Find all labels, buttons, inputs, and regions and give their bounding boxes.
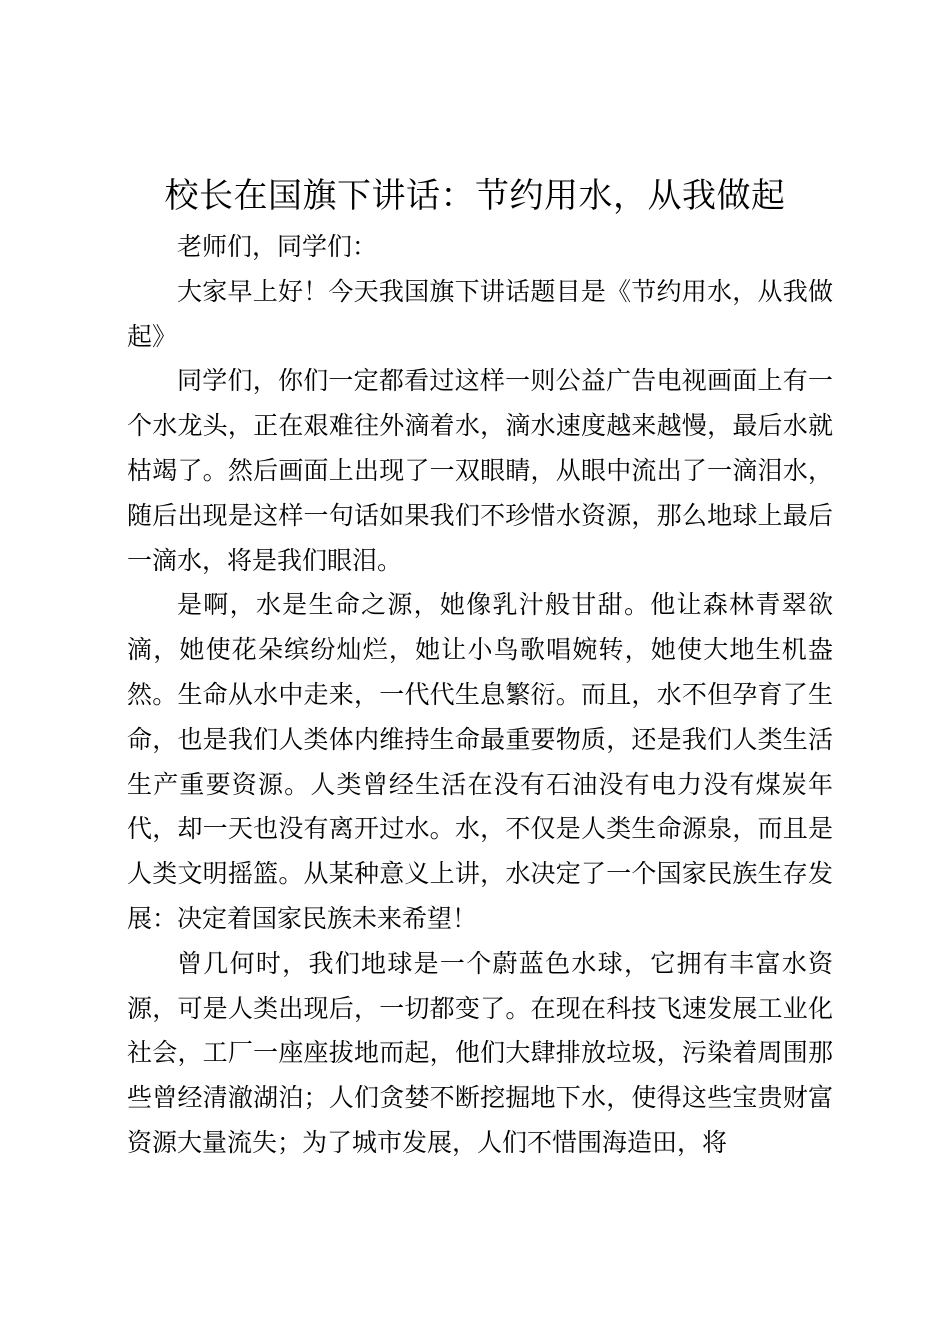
document-title: 校长在国旗下讲话：节约用水，从我做起: [164, 176, 786, 216]
opening-paragraph: 大家早上好！今天我国旗下讲话题目是《节约用水，从我做起》: [127, 276, 833, 351]
body-paragraph: 曾几何时，我们地球是一个蔚蓝色水球，它拥有丰富水资源，可是人类出现后，一切都变了。在现在科技飞速发展工业化社会，工厂一座座拔地而起，他们大肆排放垃圾，污染着周围那些曾经清澈湖泊；人们贪婪不断挖掘地下水，使得这些宝贵财富资源大量流失；为了城市发展，人们不惜围海造田，将: [127, 948, 833, 1157]
greeting-paragraph: 老师们，同学们：: [177, 232, 378, 261]
document-body: [127, 225, 833, 1166]
body-paragraph: 是啊，水是生命之源，她像乳汁般甘甜。他让森林青翠欲滴，她使花朵缤纷灿烂，她让小鸟歌唱婉转，她使大地生机盎然。生命从水中走来，一代代生息繁衍。而且，水不但孕育了生命，也是我们人类体内维持生命最重要物质，还是我们人类生活生产重要资源。人类曾经生活在没有石油没有电力没有煤炭年代，却一天也没有离开过水。水，不仅是人类生命源泉，而且是人类文明摇篮。从某种意义上讲，水决定了一个国家民族生存发展：决定着国家民族未来希望！: [127, 590, 833, 933]
body-paragraph: 同学们，你们一定都看过这样一则公益广告电视画面上有一个水龙头，正在艰难往外滴着水，滴水速度越来越慢，最后水就枯竭了。然后画面上出现了一双眼睛，从眼中流出了一滴泪水，随后出现是这样一句话如果我们不珍惜水资源，那么地球上最后一滴水，将是我们眼泪。: [127, 366, 833, 575]
